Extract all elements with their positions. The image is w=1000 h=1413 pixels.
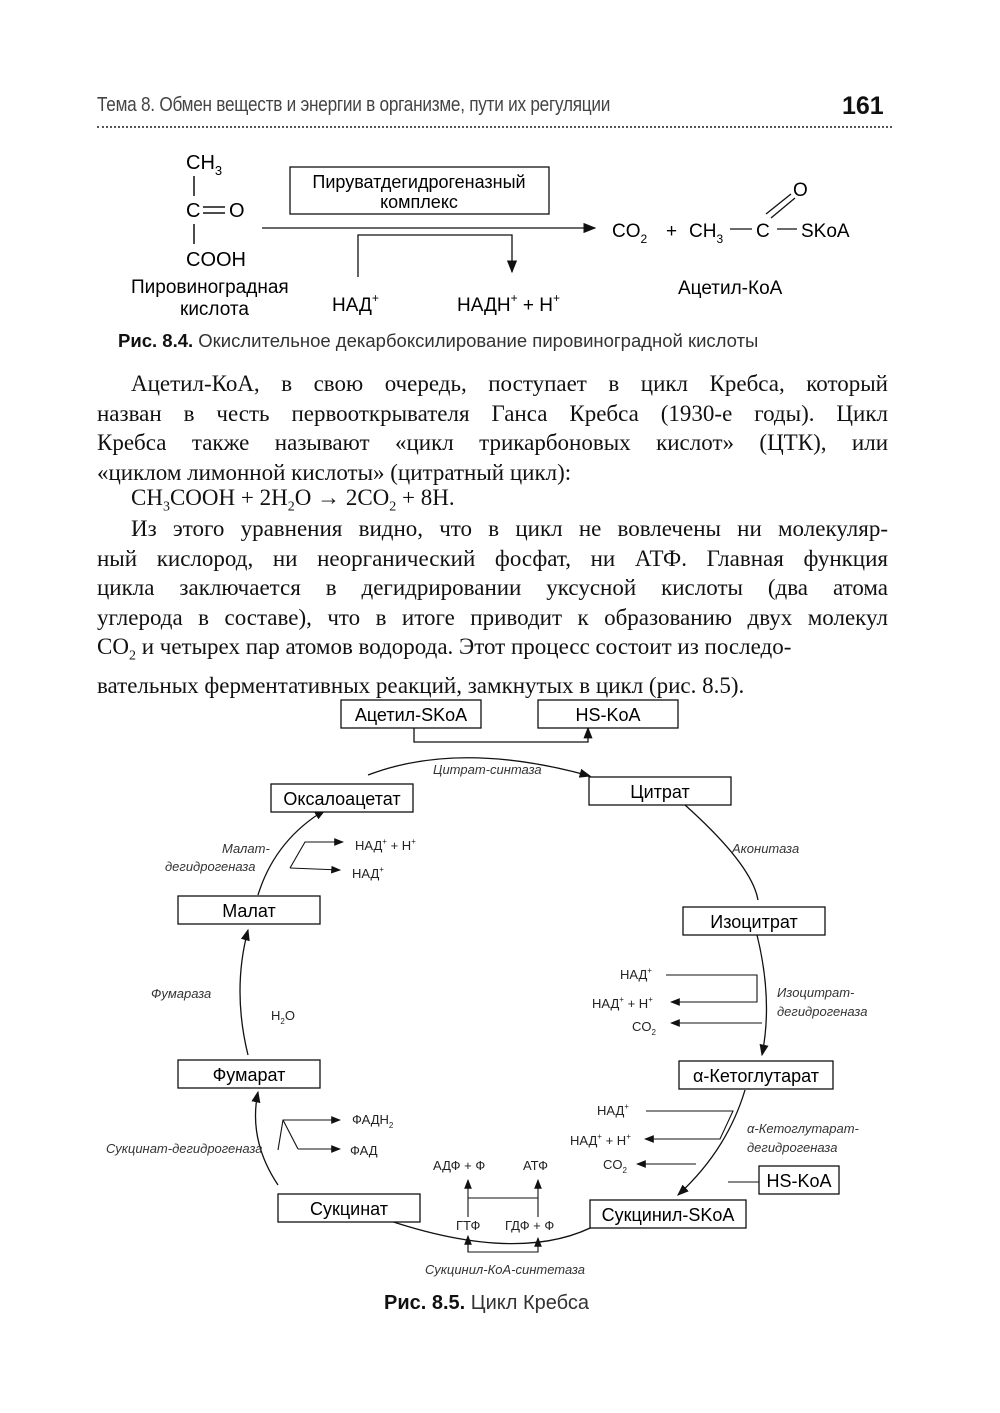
- enzyme-sdh: Сукцинат-дегидрогеназа: [106, 1141, 263, 1156]
- substrate-name-2: кислота: [180, 299, 249, 320]
- enzyme-akgdh-2: дегидрогеназа: [747, 1140, 838, 1155]
- product-ch3: $CH_3$: [689, 221, 724, 246]
- mdh-nad: НАД+: [352, 865, 384, 881]
- product-co2: $CO_2$: [612, 221, 648, 246]
- pyruvate-carbonyl-o: O: [229, 200, 245, 222]
- figure-8-5-caption: Рис. 8.5. Цикл Кребса: [384, 1292, 589, 1314]
- mdh-nadh: НАД+ + Н+: [355, 837, 416, 853]
- figure-8-4-caption: Рис. 8.4. Окислительное декарбоксилирование пировиноградной кислоты: [118, 330, 759, 351]
- label-citrate: Цитрат: [630, 782, 690, 802]
- enzyme-scs: Сукцинил-КоА-синтетаза: [425, 1262, 586, 1277]
- label-hs-koa: HS-KoA: [575, 705, 641, 725]
- product-c: C: [756, 221, 770, 242]
- enzyme-aconitase: Аконитаза: [732, 841, 800, 856]
- running-header: Тема 8. Обмен веществ и энергии в организме, пути их регуляции: [97, 94, 611, 116]
- nad-arrow: [358, 235, 512, 277]
- scs-adp: АДФ + Ф: [433, 1158, 486, 1173]
- scs-gdp: ГДФ + Ф: [505, 1218, 555, 1233]
- idh-nad: НАД+: [620, 966, 652, 982]
- nad-label: НАД+: [332, 291, 379, 316]
- pyruvate-carbonyl-c: C: [186, 200, 201, 222]
- scs-gtp: ГТФ: [456, 1218, 481, 1233]
- label-acetyl-skoa: Ацетил-SKoA: [354, 705, 468, 725]
- label-succinate: Сукцинат: [309, 1199, 389, 1219]
- label-isocitrate: Изоцитрат: [710, 912, 798, 932]
- product-o: O: [793, 180, 808, 201]
- nadh-label: НАДН+ + H+: [457, 291, 561, 316]
- product-name: Ацетил-КоА: [678, 278, 783, 299]
- label-fumarate: Фумарат: [212, 1065, 286, 1085]
- substrate-name-1: Пировиноградная: [131, 277, 289, 298]
- enzyme-mdh-2: дегидрогеназа: [165, 859, 256, 874]
- label-oxaloacetate: Оксалоацетат: [283, 789, 401, 809]
- enzyme-fumarase: Фумараза: [151, 986, 212, 1001]
- enzyme-name-1: Пируватдегидрогеназный: [312, 172, 526, 192]
- enzyme-akgdh-1: α-Кетоглутарат-: [747, 1121, 859, 1136]
- cycle-arcs: [240, 758, 766, 1244]
- sdh-fadh2: $ФАДН_2$: [352, 1112, 394, 1130]
- header-divider: [97, 126, 892, 128]
- figure-8-5: [0, 690, 1000, 1290]
- pyruvate-cooh: COOH: [186, 249, 246, 271]
- label-malate: Малат: [222, 901, 276, 921]
- equation: $CH_3COOH + 2H_2O \to 2CO_2 + 8H$.: [131, 485, 455, 515]
- figure-8-4: [0, 140, 1000, 330]
- paragraph-1: Ацетил-КоА, в свою очередь, поступает в цикл Кребса, который назван в честь первооткрывателя Ганса Кребса (1930-е годы). Цикл Кребса также называют «цикл трикарбоновых кислот» (ЦТК), или «циклом лимонной кислоты» (цитратный цикл):: [97, 371, 888, 485]
- page-number: 161: [842, 92, 884, 120]
- enzyme-idh-2: дегидрогеназа: [777, 1004, 868, 1019]
- cofactor-arrows: [278, 842, 762, 1252]
- label-alpha-kg: α-Кетоглутарат: [693, 1066, 819, 1086]
- enzyme-citrate-synthase: Цитрат-синтаза: [433, 762, 542, 777]
- pyruvate-ch3: $CH_3$: [186, 152, 223, 178]
- akgdh-nad: НАД+: [597, 1102, 629, 1118]
- enzyme-mdh-1: Малат-: [222, 841, 270, 856]
- idh-co2: $CO_2$: [632, 1019, 656, 1037]
- label-succinyl-skoa: Сукцинил-SKoA: [601, 1205, 735, 1225]
- paragraph-2: Из этого уравнения видно, что в цикл не вовлечены ни молекуляр- ный кислород, ни неорганический фосфат, ни АТФ. Главная функция цикла заключается в дегидрировании уксусной кислоты (два атома углерода в составе), что в итоге приводит к образованию двух молекул $CO_2$ и четырех пар атомов водорода. Этот процесс состоит из последо- вательных ферментативных реакций, замкнутых в цикл (рис. 8.5).: [97, 516, 888, 699]
- idh-nadh: НАД+ + Н+: [592, 995, 653, 1011]
- akgdh-nadh: НАД+ + Н+: [570, 1132, 631, 1148]
- enzyme-idh-1: Изоцитрат-: [777, 985, 855, 1000]
- product-plus: +: [666, 221, 678, 242]
- label-hs-koa-2: HS-KoA: [766, 1171, 832, 1191]
- water: $H_2O$: [271, 1008, 295, 1026]
- product-skoa: SKoA: [801, 221, 850, 242]
- sdh-fad: ФАД: [350, 1143, 378, 1158]
- enzyme-name-2: комплекс: [380, 192, 458, 212]
- scs-atp: АТФ: [523, 1158, 549, 1173]
- akgdh-co2: $CO_2$: [603, 1157, 627, 1175]
